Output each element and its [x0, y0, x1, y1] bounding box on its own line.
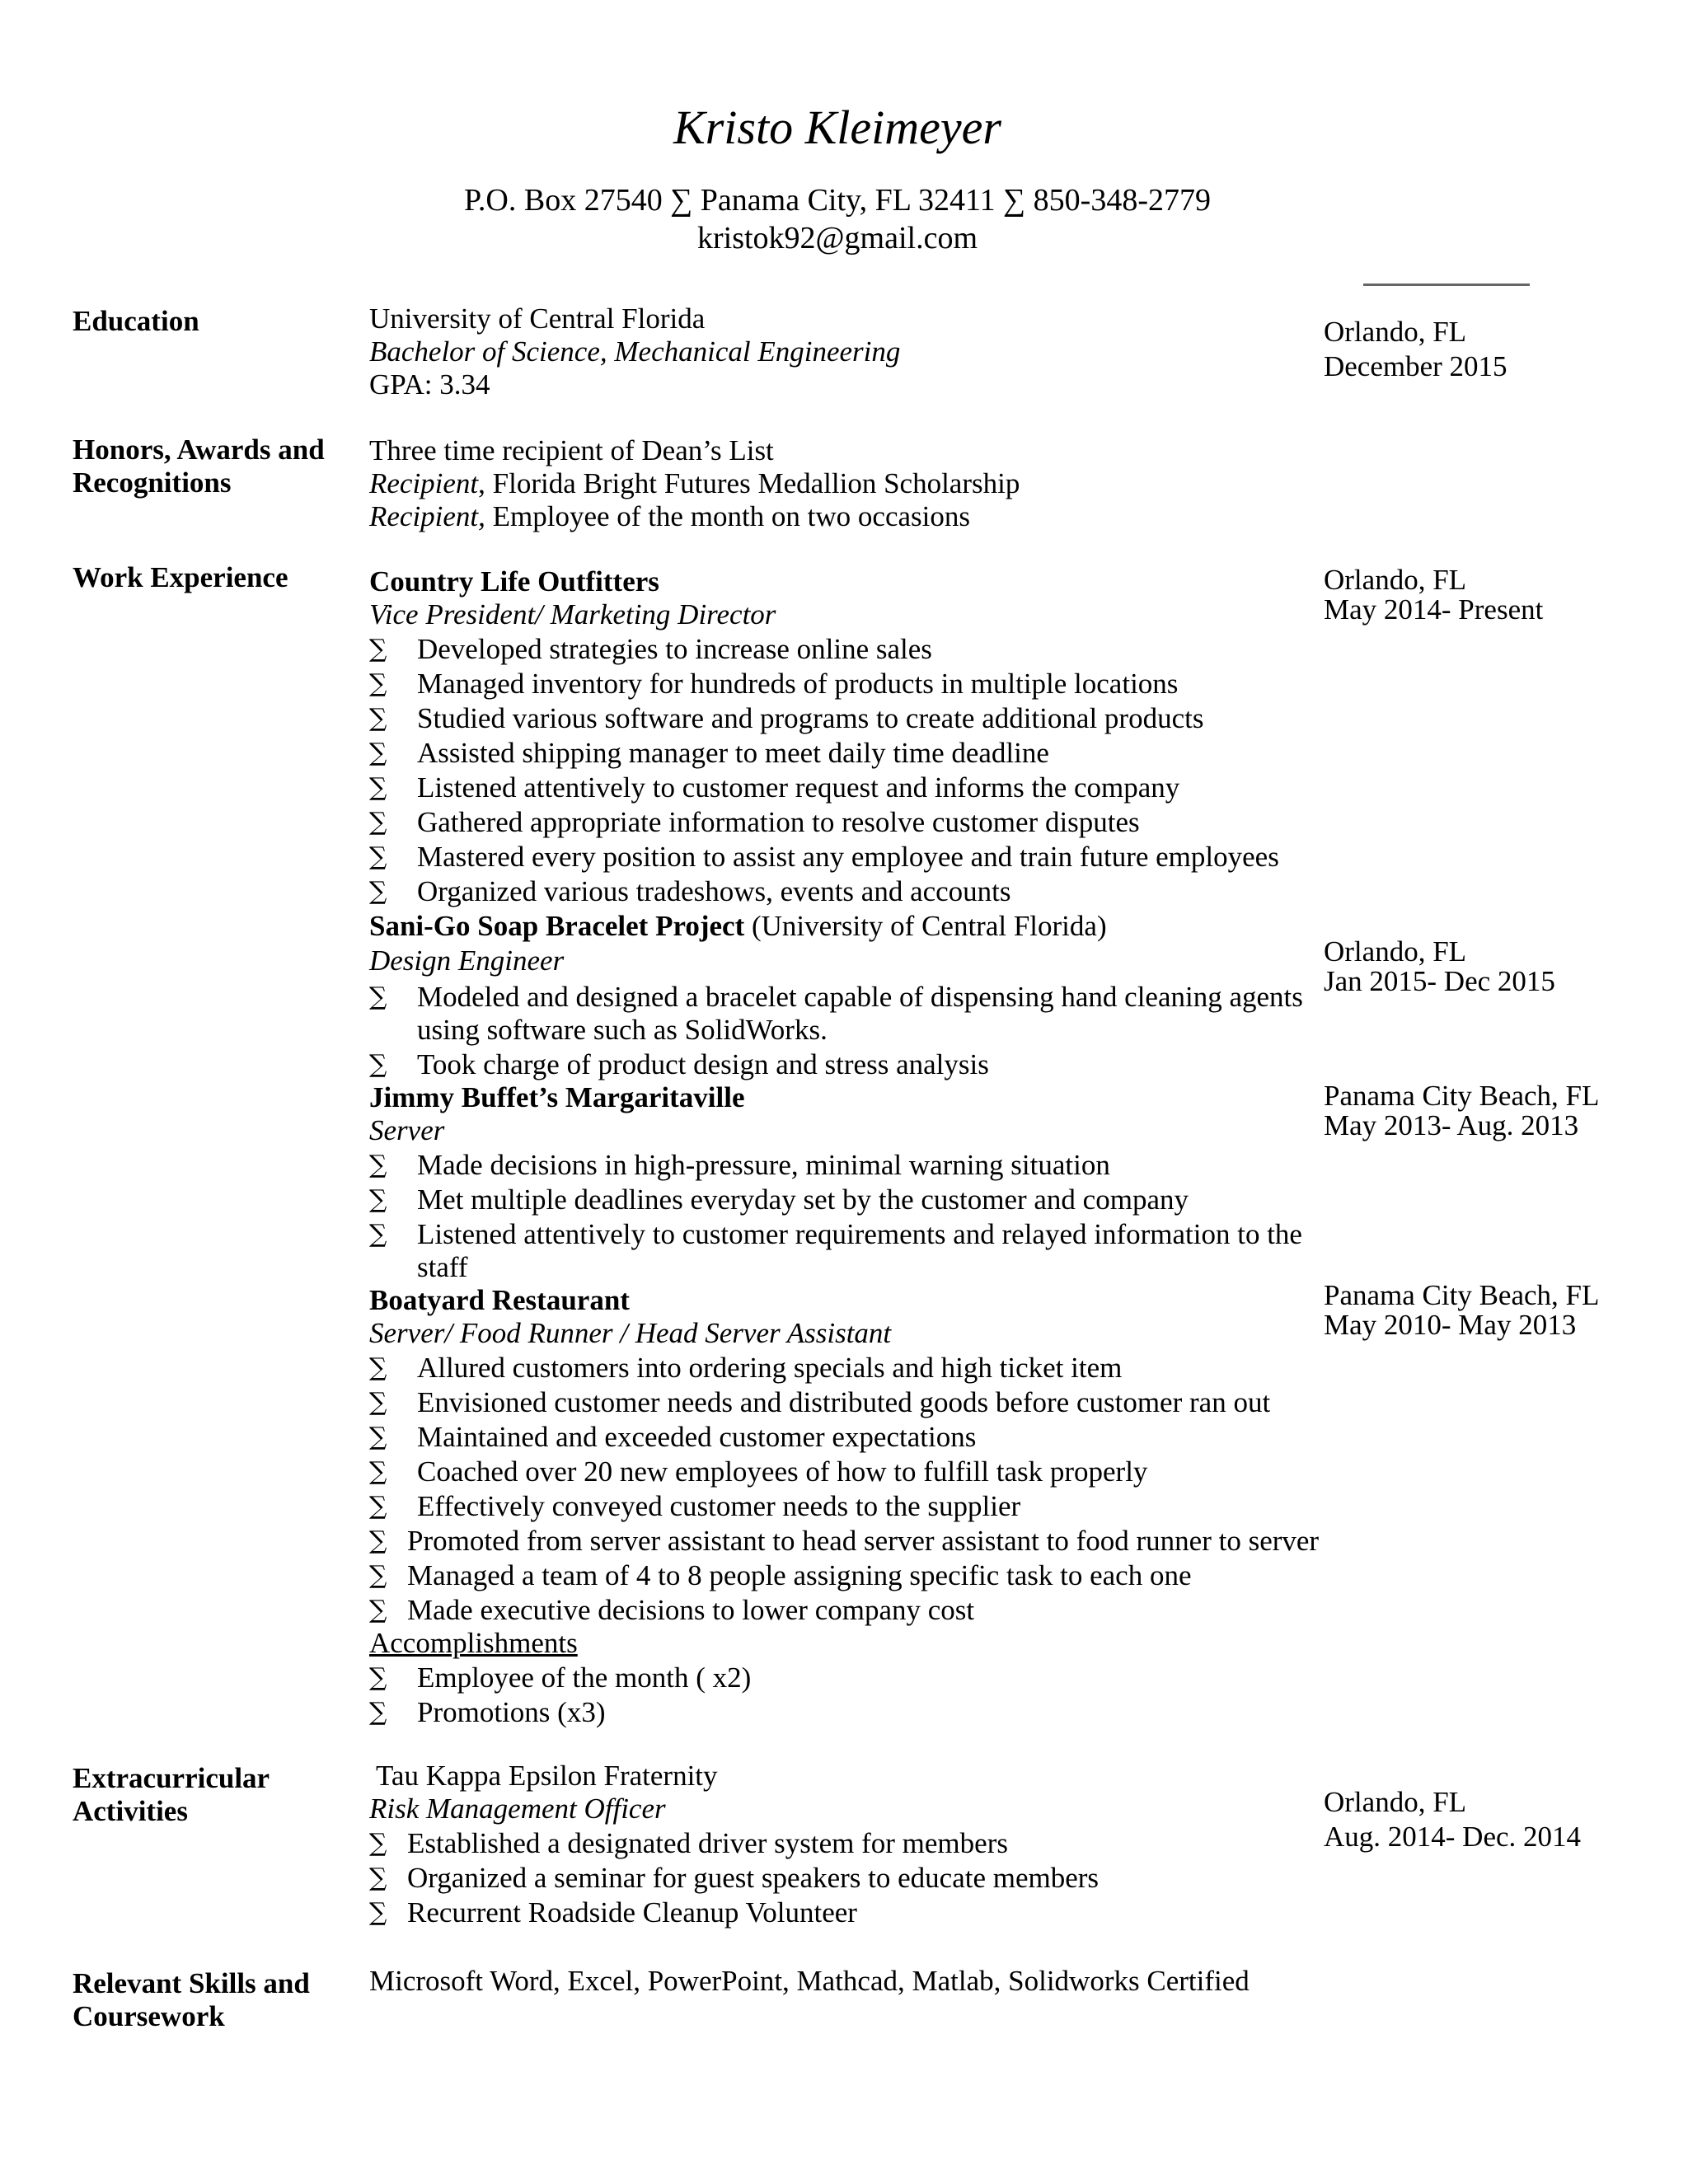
honors-line-2: Recipient, Florida Bright Futures Medallion Scholarship [369, 467, 1020, 499]
job2-title: Design Engineer [369, 944, 565, 977]
bullet-icon: ∑ [369, 1829, 387, 1858]
bullet-icon: ∑ [369, 1353, 387, 1382]
bullet-icon: ∑ [369, 1220, 387, 1249]
bullet-icon: ∑ [369, 1526, 387, 1555]
bullet-icon: ∑ [369, 1698, 387, 1727]
bullet-icon: ∑ [369, 1185, 387, 1214]
bullet-icon: ∑ [369, 1596, 387, 1624]
education-date: December 2015 [1324, 350, 1507, 382]
bullet-icon: ∑ [369, 808, 387, 837]
education-degree: Bachelor of Science, Mechanical Engineering [369, 335, 901, 368]
job1-date: May 2014- Present [1324, 593, 1544, 626]
list-item-continuation: using software such as SolidWorks. [417, 1014, 828, 1046]
bullet-icon: ∑ [369, 635, 387, 663]
skills-text: Microsoft Word, Excel, PowerPoint, Mathcad, Matlab, Solidworks Certified [369, 1965, 1250, 1997]
honors-heading: Honors, Awards and Recognitions [73, 434, 325, 499]
job2-company: Sani-Go Soap Bracelet Project (University of Central Florida) [369, 910, 1107, 942]
bullet-icon: ∑ [369, 1388, 387, 1417]
job3-company: Jimmy Buffet’s Margaritaville [369, 1081, 745, 1113]
skills-heading: Relevant Skills and Coursework [73, 1967, 310, 2032]
bullet-icon: ∑ [369, 738, 387, 767]
header-rule [1363, 284, 1530, 286]
extracurricular-heading: Extracurricular Activities [73, 1762, 270, 1827]
resume-name: Kristo Kleimeyer [673, 101, 1001, 154]
email-line: kristok92@gmail.com [696, 221, 978, 255]
job1-title: Vice President/ Marketing Director [369, 598, 776, 630]
job4-date: May 2010- May 2013 [1324, 1309, 1577, 1341]
job1-company: Country Life Outfitters [369, 565, 659, 598]
list-item-continuation: staff [417, 1251, 468, 1283]
extracurricular-org: Tau Kappa Epsilon Fraternity [376, 1760, 718, 1792]
education-heading: Education [73, 305, 199, 337]
address-line: P.O. Box 27540 ∑ Panama City, FL 32411 ∑ 850-348-2779 [463, 183, 1211, 218]
accomplishments-label: Accomplishments [369, 1627, 578, 1659]
bullet-icon: ∑ [369, 1050, 387, 1079]
honors-line-3: Recipient, Employee of the month on two occasions [369, 500, 970, 532]
education-gpa: GPA: 3.34 [369, 368, 490, 401]
bullet-icon: ∑ [369, 1561, 387, 1590]
bullet-icon: ∑ [369, 877, 387, 906]
bullet-icon: ∑ [369, 1151, 387, 1179]
job1-location: Orlando, FL [1324, 564, 1467, 596]
bullet-icon: ∑ [369, 1422, 387, 1451]
job4-title: Server/ Food Runner / Head Server Assistant [369, 1317, 892, 1349]
honors-line-1: Three time recipient of Dean’s List [369, 434, 774, 466]
bullet-icon: ∑ [369, 1863, 387, 1892]
extracurricular-location: Orlando, FL [1324, 1786, 1467, 1818]
job3-date: May 2013- Aug. 2013 [1324, 1109, 1579, 1141]
bullet-icon: ∑ [369, 982, 387, 1011]
bullet-icon: ∑ [369, 669, 387, 698]
education-school: University of Central Florida [369, 302, 706, 335]
bullet-icon: ∑ [369, 1492, 387, 1521]
job2-location: Orlando, FL [1324, 935, 1467, 968]
job3-location: Panama City Beach, FL [1324, 1080, 1600, 1112]
bullet-icon: ∑ [369, 1663, 387, 1692]
bullet-icon: ∑ [369, 842, 387, 871]
education-location: Orlando, FL [1324, 316, 1467, 348]
job2-date: Jan 2015- Dec 2015 [1324, 965, 1555, 997]
work-heading: Work Experience [73, 561, 288, 593]
job3-title: Server [369, 1114, 445, 1146]
bullet-icon: ∑ [369, 704, 387, 733]
bullet-icon: ∑ [369, 1457, 387, 1486]
bullet-icon: ∑ [369, 773, 387, 802]
job4-location: Panama City Beach, FL [1324, 1279, 1600, 1311]
extracurricular-role: Risk Management Officer [369, 1793, 666, 1825]
bullet-icon: ∑ [369, 1898, 387, 1927]
extracurricular-date: Aug. 2014- Dec. 2014 [1324, 1821, 1582, 1853]
contact-block [0, 181, 1675, 257]
job4-company: Boatyard Restaurant [369, 1284, 630, 1316]
